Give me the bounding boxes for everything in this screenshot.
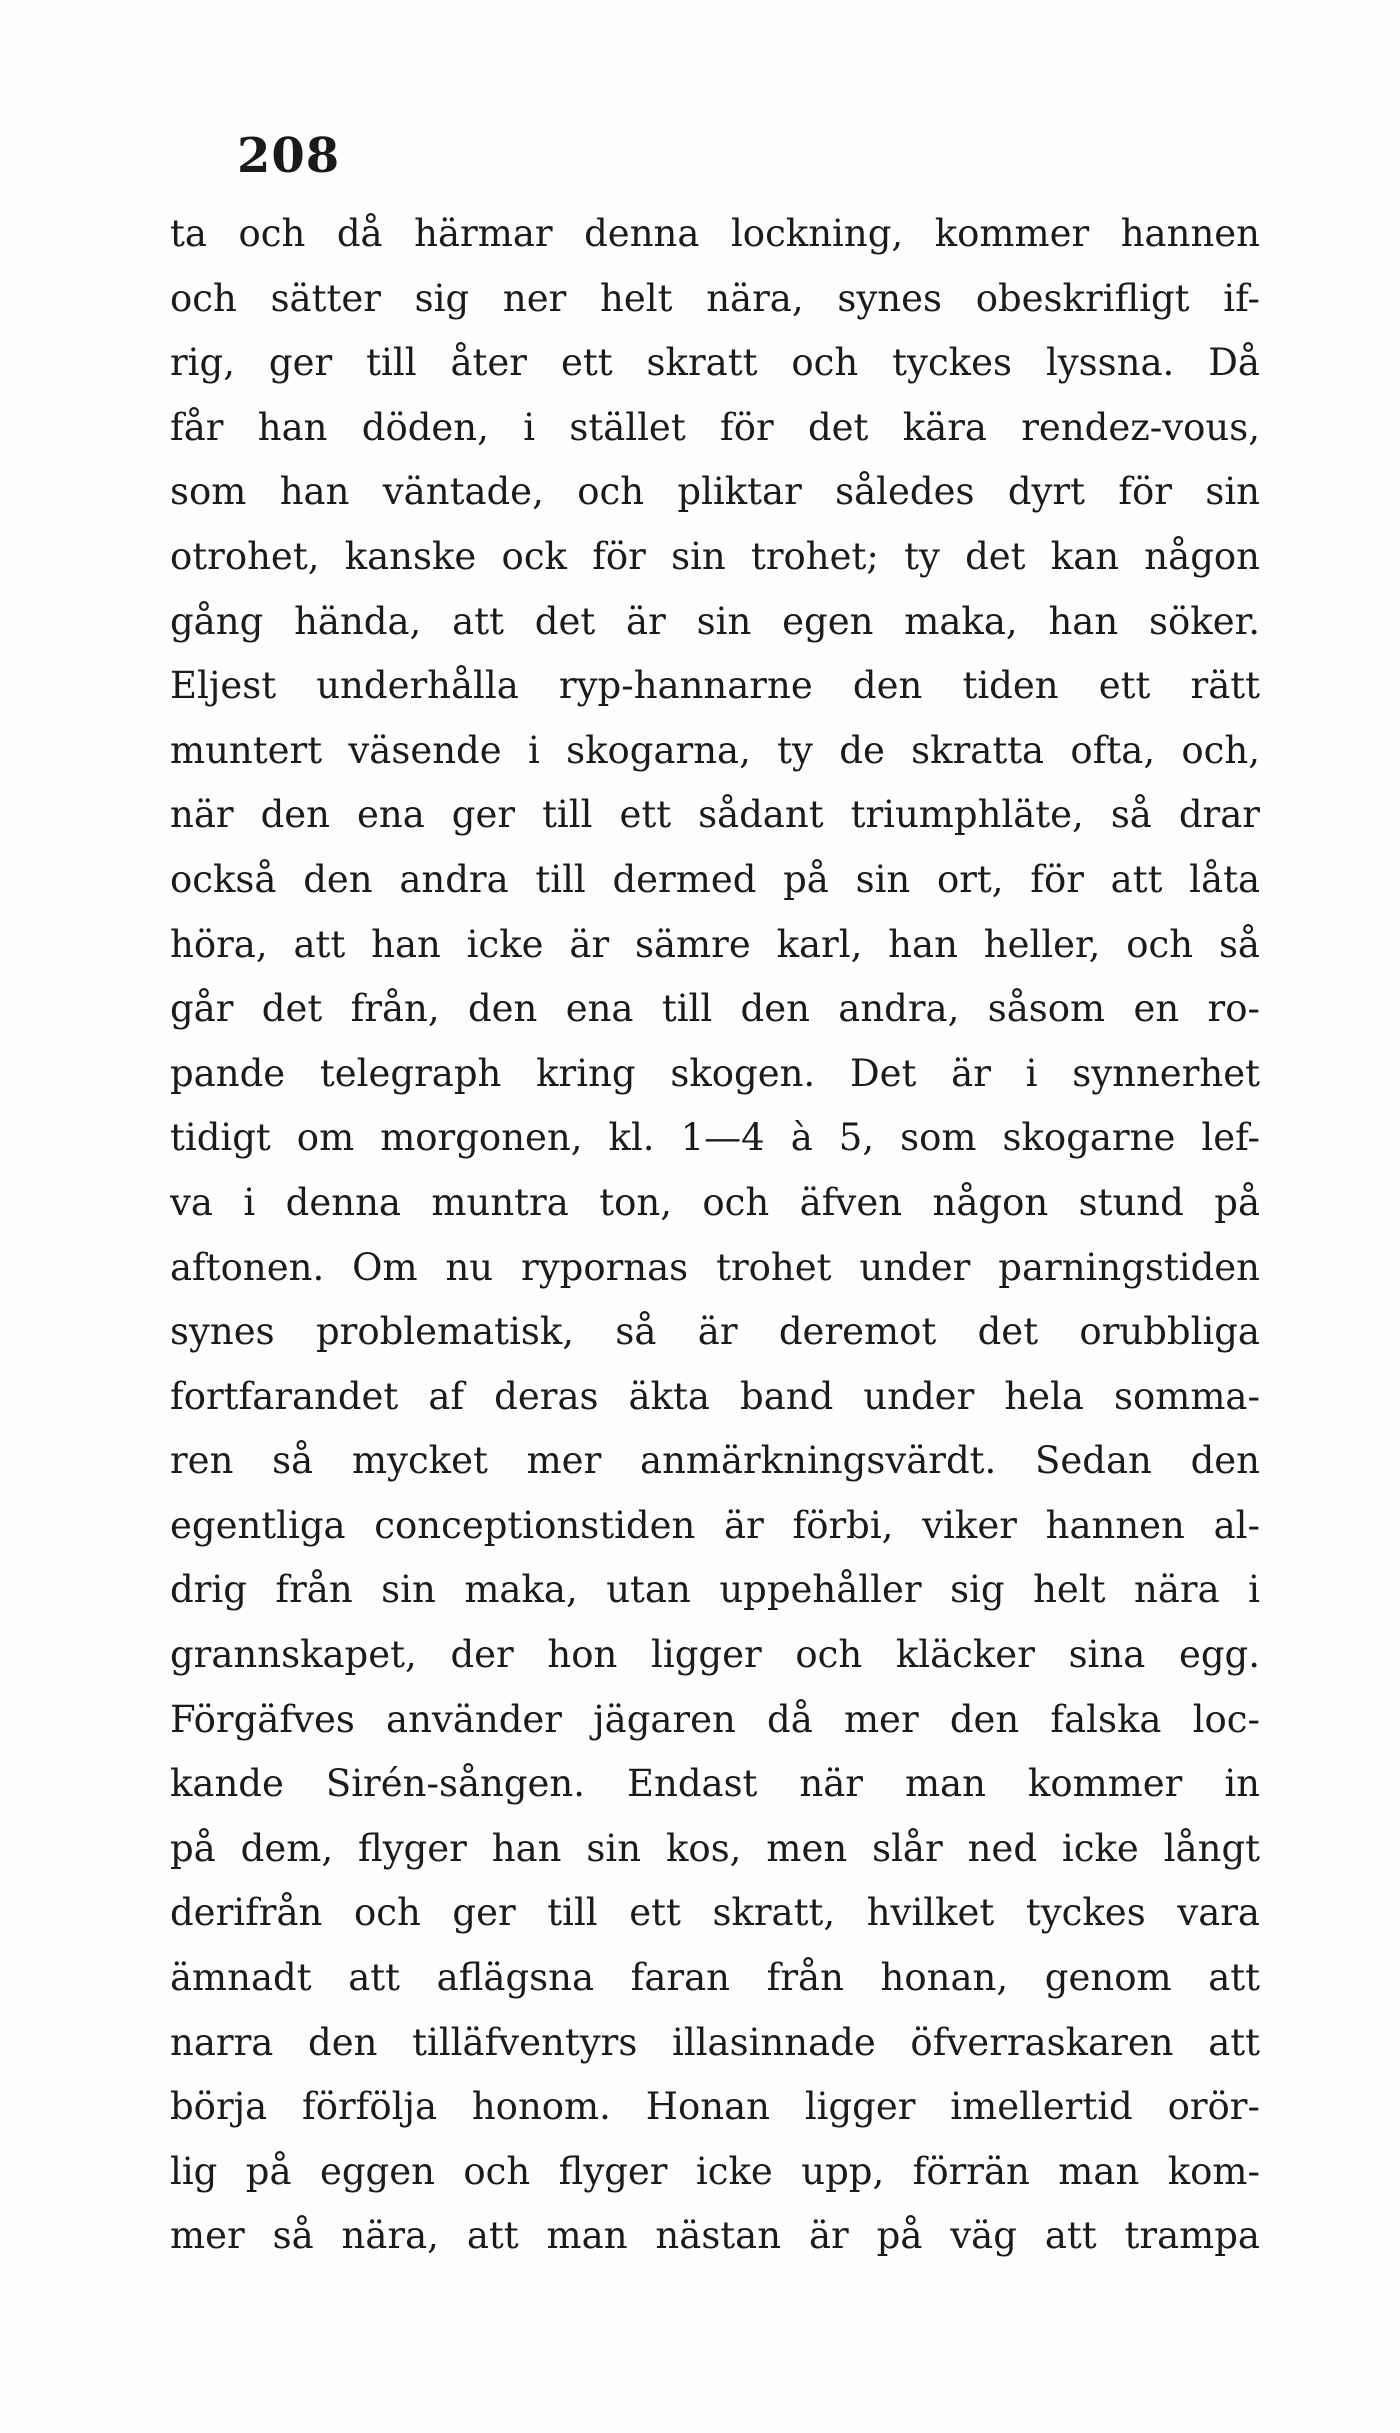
text-line: lig på eggen och flyger icke upp, förrän man kom- (170, 2149, 1260, 2193)
text-line: tidigt om morgonen, kl. 1—4 à 5, som skogarne lef- (170, 1116, 1260, 1160)
text-line: narra den tilläfventyrs illasinnade öfverraskaren att (170, 2020, 1260, 2064)
text-line: på dem, flyger han sin kos, men slår ned icke långt (170, 1826, 1260, 1870)
text-line: grannskapet, der hon ligger och kläcker sina egg. (170, 1633, 1260, 1677)
text-line: aftonen. Om nu rypornas trohet under parningstiden (170, 1245, 1260, 1289)
text-line: får han döden, i stället för det kära rendez-vous, (170, 405, 1260, 449)
text-line: går det från, den ena till den andra, såsom en ro- (170, 987, 1260, 1031)
text-line: synes problematisk, så är deremot det orubbliga (170, 1310, 1260, 1354)
text-line: som han väntade, och pliktar således dyrt för sin (170, 470, 1260, 514)
text-line: gång hända, att det är sin egen maka, han söker. (170, 599, 1260, 643)
text-line: rig, ger till åter ett skratt och tyckes lyssna. Då (170, 341, 1260, 385)
text-line: Eljest underhålla ryp-hannarne den tiden ett rätt (170, 664, 1260, 708)
text-line: drig från sin maka, utan uppehåller sig helt nära i (170, 1568, 1260, 1612)
text-line: ta och då härmar denna lockning, kommer hannen (170, 212, 1260, 255)
text-line: otrohet, kanske ock för sin trohet; ty det kan någon (170, 534, 1260, 578)
text-line: höra, att han icke är sämre karl, han heller, och så (170, 922, 1260, 966)
text-line: muntert väsende i skogarna, ty de skratta ofta, och, (170, 728, 1260, 772)
text-line: också den andra till dermed på sin ort, för att låta (170, 857, 1260, 901)
text-line: egentliga conceptionstiden är förbi, viker hannen al- (170, 1503, 1260, 1547)
text-line: va i denna muntra ton, och äfven någon stund på (170, 1180, 1260, 1224)
text-line: derifrån och ger till ett skratt, hvilket tyckes vara (170, 1891, 1260, 1935)
text-line: när den ena ger till ett sådant triumphläte, så drar (170, 793, 1260, 837)
text-line: ämnadt att aflägsna faran från honan, genom att (170, 1956, 1260, 2000)
text-line: Förgäfves använder jägaren då mer den falska loc- (170, 1697, 1260, 1741)
body-text (170, 202, 1260, 2269)
text-line: mer så nära, att man nästan är på väg att trampa (170, 2214, 1260, 2258)
page-number: 208 (237, 128, 341, 184)
text-line: fortfarandet af deras äkta band under hela somma- (170, 1374, 1260, 1418)
text-line: börja förfölja honom. Honan ligger imellertid orör- (170, 2085, 1260, 2129)
text-line: ren så mycket mer anmärkningsvärdt. Sedan den (170, 1439, 1260, 1483)
text-line: kande Sirén-sången. Endast när man kommer in (170, 1762, 1260, 1806)
text-line: pande telegraph kring skogen. Det är i synnerhet (170, 1051, 1260, 1095)
text-line: och sätter sig ner helt nära, synes obeskrifligt if- (170, 276, 1260, 320)
